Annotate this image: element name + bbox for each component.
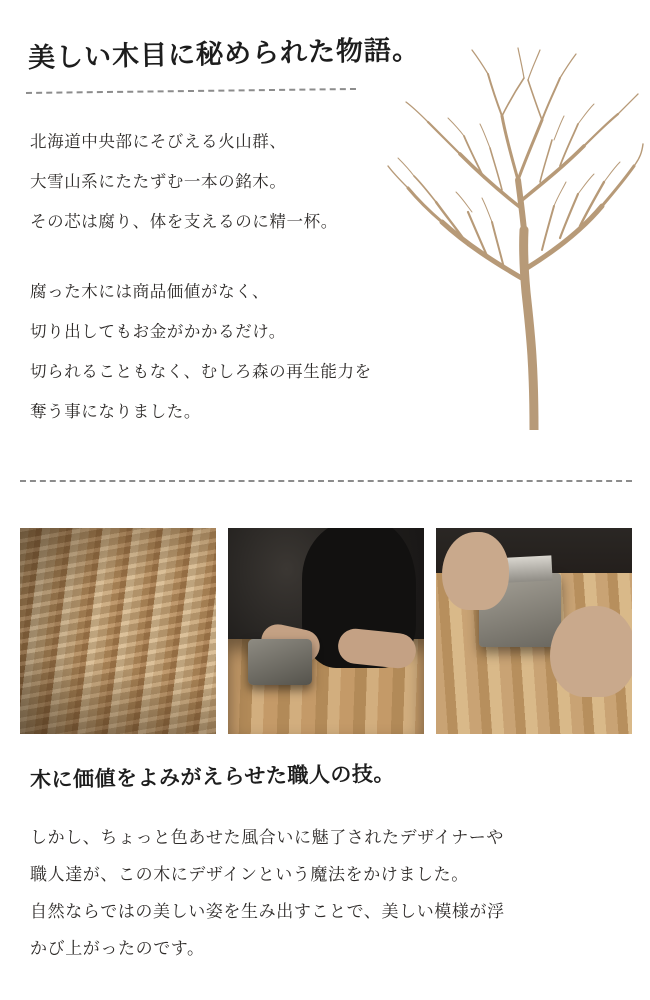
- paragraph-1: [30, 122, 338, 242]
- divider-top: [26, 88, 356, 94]
- right-hand: [550, 606, 632, 697]
- paragraph-2-line-4: 奪う事になりました。: [30, 402, 201, 421]
- paragraph-1-line-1: 北海道中央部にそびえる火山群、: [30, 132, 287, 151]
- divider-middle: [20, 480, 632, 482]
- craftsman-planing-photo: [228, 528, 424, 734]
- page-title: 美しい木目に秘められた物語。: [27, 34, 421, 74]
- hand-plane-tool: [248, 639, 313, 684]
- section-heading-2: 木に価値をよみがえらせた職人の技。: [29, 761, 396, 792]
- bare-tree-illustration: [384, 30, 644, 430]
- paragraph-3-line-4: かび上がったのです。: [30, 939, 205, 959]
- hands-with-plane-photo: [436, 528, 632, 734]
- paragraph-3-line-1: しかし、ちょっと色あせた風合いに魅了されたデザイナーや: [30, 828, 505, 848]
- stacked-timber-photo: [20, 528, 216, 734]
- paragraph-3-line-3: 自然ならではの美しい姿を生み出すことで、美しい模様が浮: [30, 902, 505, 922]
- photo-strip: [20, 528, 632, 734]
- left-hand: [442, 532, 509, 610]
- paragraph-2-line-3: 切られることもなく、むしろ森の再生能力を: [30, 362, 372, 381]
- paragraph-1-line-3: その芯は腐り、体を支えるのに精一杯。: [30, 212, 338, 231]
- paragraph-2: [30, 272, 372, 432]
- paragraph-1-line-2: 大雪山系にたたずむ一本の銘木。: [30, 172, 287, 191]
- paragraph-3-line-2: 職人達が、この木にデザインという魔法をかけました。: [30, 865, 469, 885]
- paragraph-2-line-2: 切り出してもお金がかかるだけ。: [30, 322, 286, 341]
- paragraph-2-line-1: 腐った木には商品価値がなく、: [30, 282, 270, 301]
- paragraph-3: [30, 820, 505, 968]
